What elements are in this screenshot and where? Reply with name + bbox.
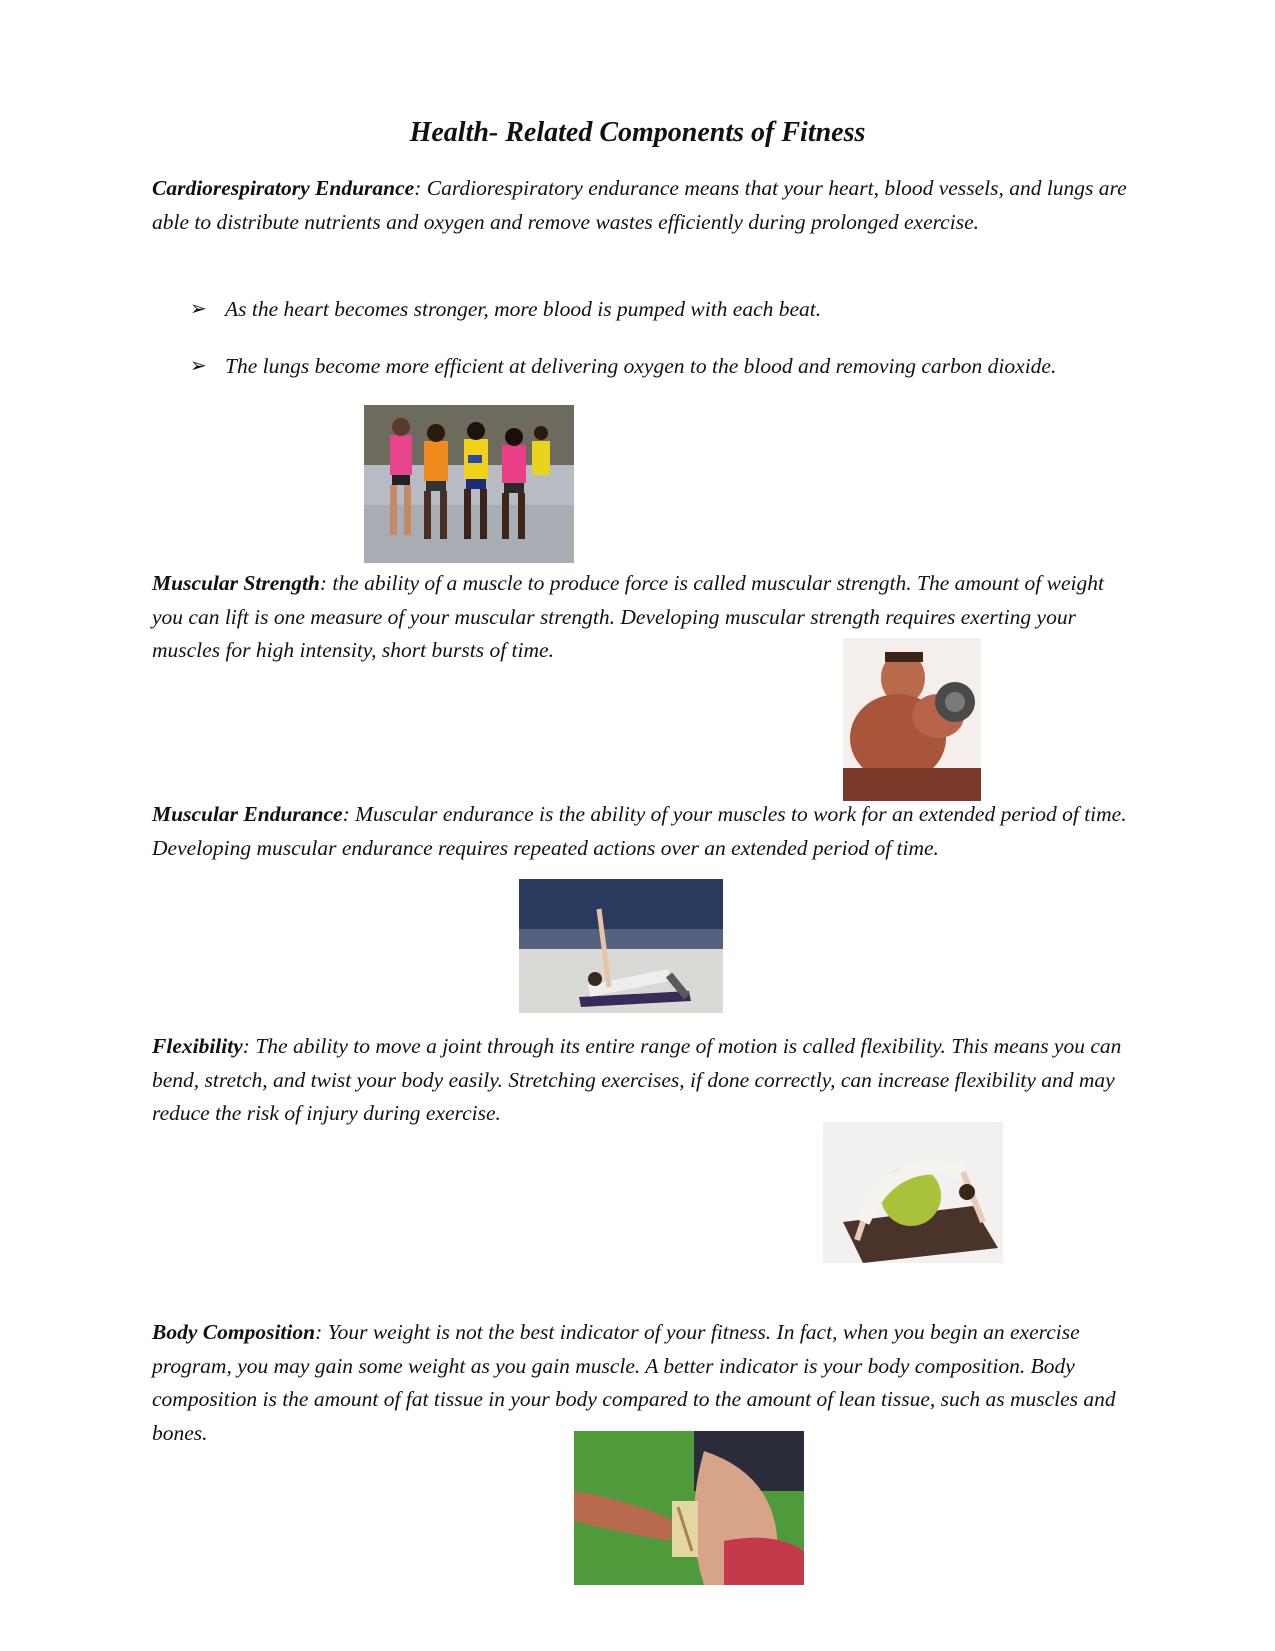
term-cardiorespiratory: Cardiorespiratory Endurance	[152, 176, 415, 200]
dumbbell-curl-photo	[843, 638, 981, 801]
arrow-bullet-icon: ➢	[190, 298, 207, 320]
term-body-composition: Body Composition	[152, 1320, 316, 1344]
text-muscular-endurance: : Muscular endurance is the ability of your muscles to work for an extended period of time. Developing muscular endurance requires repeated actions over an extended period of time.	[152, 802, 1127, 860]
side-plank-photo	[519, 879, 723, 1013]
ball-stretch-photo	[823, 1122, 1003, 1263]
text-flexibility: : The ability to move a joint through its entire range of motion is called flexibility. This means you can bend, stretch, and twist your body easily. Stretching exercises, if done correctly, can increase flexibility and may reduce the risk of injury during exercise.	[152, 1034, 1122, 1125]
paragraph-flexibility	[152, 1030, 1127, 1131]
arrow-bullet-icon: ➢	[190, 355, 207, 377]
paragraph-body-composition	[152, 1316, 1127, 1450]
paragraph-cardiorespiratory	[152, 172, 1127, 239]
text-body-composition: : Your weight is not the best indicator of your fitness. In fact, when you begin an exercise program, you may gain some weight as you gain muscle. A better indicator is your body composition. Body composition is the amount of fat tissue in your body compared to the amount of lean tissue, such as muscles and bones.	[152, 1320, 1116, 1445]
caliper-measure-photo	[574, 1431, 804, 1585]
text-cardiorespiratory: : Cardiorespiratory endurance means that your heart, blood vessels, and lungs are able to distribute nutrients and oxygen and remove wastes efficiently during prolonged exercise.	[152, 176, 1127, 234]
bullet-text: As the heart becomes stronger, more blood is pumped with each beat.	[225, 297, 822, 321]
term-muscular-endurance: Muscular Endurance	[152, 802, 343, 826]
page-title: Health- Related Components of Fitness	[409, 117, 866, 148]
text-muscular-strength: : the ability of a muscle to produce force is called muscular strength. The amount of weight you can lift is one measure of your muscular strength. Developing muscular strength requires exerting your muscles for high intensity, short bursts of time.	[152, 571, 1104, 662]
runners-photo	[364, 405, 574, 563]
term-muscular-strength: Muscular Strength	[152, 571, 320, 595]
paragraph-muscular-endurance	[152, 798, 1127, 865]
bullet-text: The lungs become more efficient at delivering oxygen to the blood and removing carbon dioxide.	[225, 354, 1057, 378]
term-flexibility: Flexibility	[152, 1034, 243, 1058]
